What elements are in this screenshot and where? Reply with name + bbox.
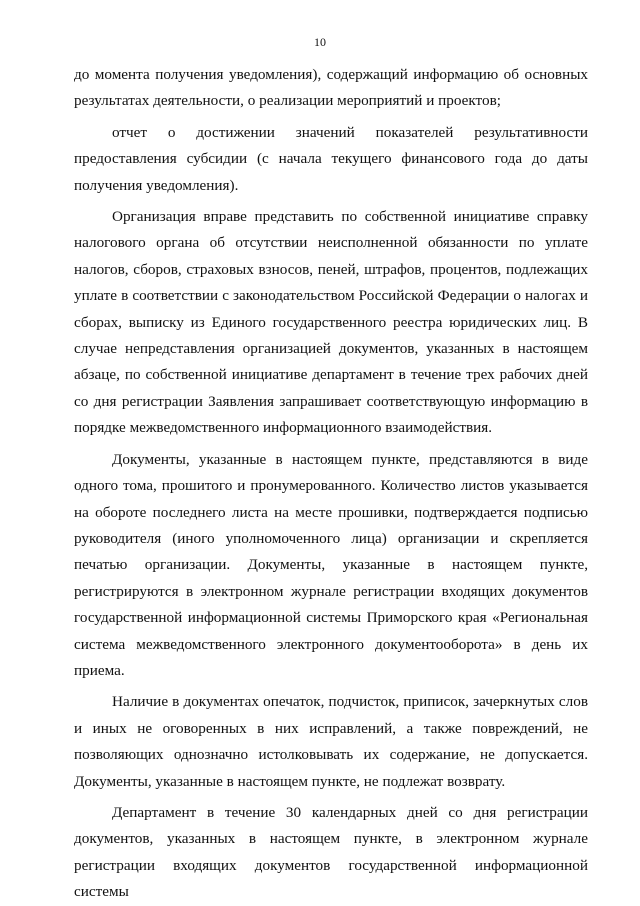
- paragraph-documents-volume: Документы, указанные в настоящем пункте, представляются в виде одного тома, прошитого и пронумерованного. Количество листов указывается на обороте последнего листа на месте прошивки, подтверждается подписью руководителя (иного уполномоченного лица) организации и скрепляется печатью организации. Документы, указанные в настоящем пункте, регистрируются в электронном журнале регистрации входящих документов государственной информационной системы Приморского края «Региональная система межведомственного электронного документооборота» в день их приема.: [74, 450, 588, 679]
- paragraph-continuation: до момента получения уведомления), содержащий информацию об основных результатах деятельности, о реализации мероприятий и проектов;: [74, 66, 588, 110]
- paragraph-tax-certificate: Организация вправе представить по собственной инициативе справку налогового органа об отсутствии неисполненной обязанности по уплате налогов, сборов, страховых взносов, пеней, штрафов, процентов, подлежащих уплате в соответствии с законодательством Российской Федерации о налогах и сборах, выписку из Единого государственного реестра юридических лиц. В случае непредставления организацией документов, указанных в настоящем абзаце, по собственной инициативе департамент в течение трех рабочих дней со дня регистрации Заявления запрашивает соответствующую информацию в порядке межведомственного информационного взаимодействия.: [74, 208, 588, 437]
- document-body: [74, 62, 588, 906]
- paragraph-report-item: отчет о достижении значений показателей результативности предоставления субсидии (с начала текущего финансового года до даты получения уведомления).: [74, 123, 588, 194]
- paragraph-department-review: Департамент в течение 30 календарных дней со дня регистрации документов, указанных в настоящем пункте, в электронном журнале регистрации входящих документов государственной информационной системы: [74, 803, 588, 901]
- paragraph-corrections: Наличие в документах опечаток, подчисток, приписок, зачеркнутых слов и иных не оговоренных в них исправлений, а также повреждений, не позволяющих однозначно истолковывать их содержание, не допускается. Документы, указанные в настоящем пункте, не подлежат возврату.: [74, 693, 588, 790]
- page-number: 10: [314, 35, 326, 49]
